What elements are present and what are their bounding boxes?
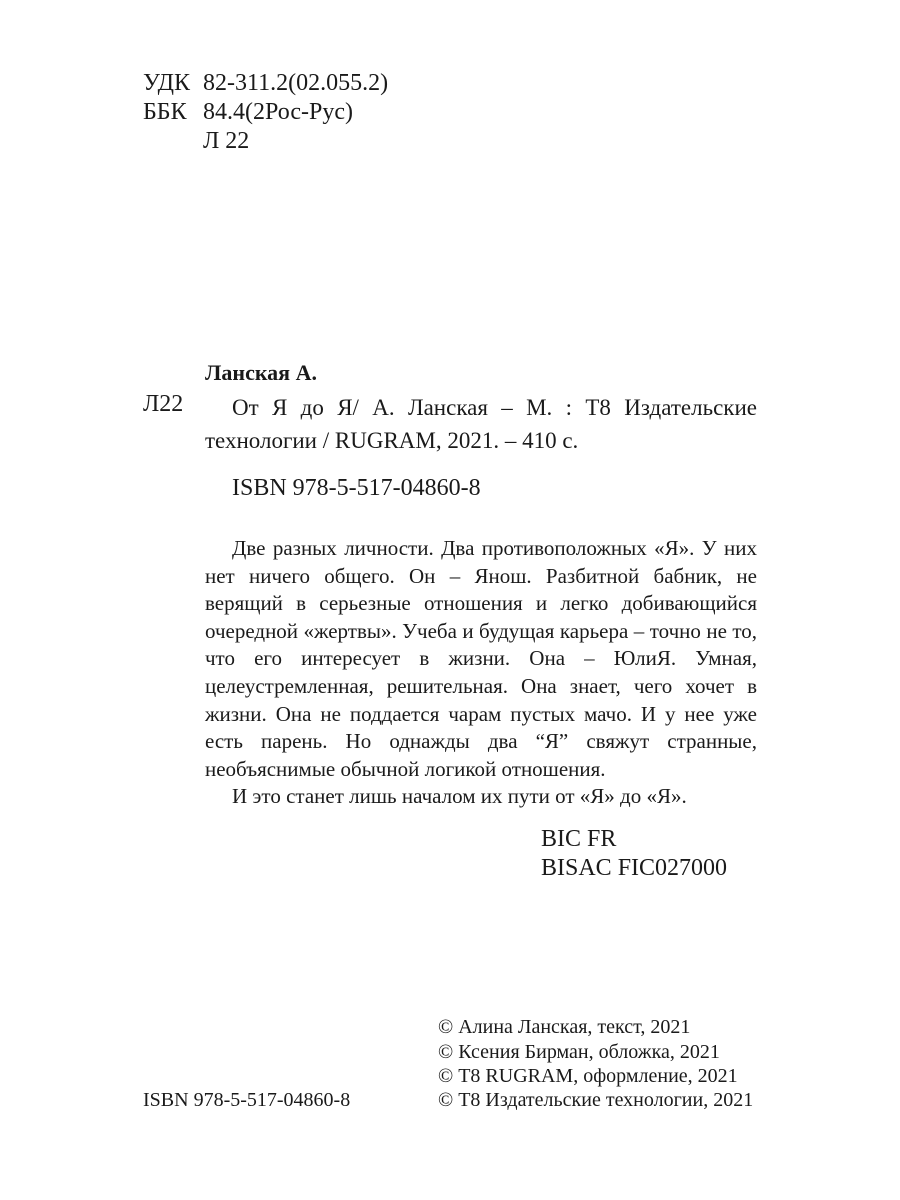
record-code: Л22 <box>143 391 184 417</box>
bbk-value: 84.4(2Рос-Рус) <box>203 99 353 125</box>
annotation-paragraph-2: И это станет лишь началом их пути от «Я» до «Я». <box>232 784 687 809</box>
isbn: ISBN 978-5-517-04860-8 <box>232 475 481 501</box>
bibliographic-description: От Я до Я/ А. Ланская – М. : Т8 Издательские технологии / RUGRAM, 2021. – 410 с. <box>205 395 757 453</box>
bisac-code: BISAC FIC027000 <box>541 855 728 881</box>
copyright-line: © Алина Ланская, текст, 2021 <box>438 1016 691 1038</box>
author-name: Ланская А. <box>205 360 317 385</box>
annotation <box>205 535 757 811</box>
copyright-line: © Ксения Бирман, обложка, 2021 <box>438 1041 720 1063</box>
bic-code: BIC FR <box>541 826 617 852</box>
copyright-line: © Т8 RUGRAM, оформление, 2021 <box>438 1065 738 1087</box>
isbn-bottom: ISBN 978-5-517-04860-8 <box>143 1089 351 1111</box>
annotation-paragraph-1: Две разных личности. Два противоположных «Я». У них нет ничего общего. Он – Янош. Разбитной бабник, не верящий в серьезные отношения и легко добивающийся очередной «жертвы». Учеба и будущая карьера – точно не то, что его интересует в жизни. Она – ЮлиЯ. Умная, целеустремленная, решительная. Она знает, чего хочет в жизни. Она не поддается чарам пустых мачо. И у нее уже есть парень. Но однажды два “Я” свяжут странные, необъяснимые обычной логикой отношения. <box>205 536 757 781</box>
bbk-label: ББК <box>143 99 187 125</box>
author-code: Л 22 <box>203 128 250 154</box>
udk-label: УДК <box>143 70 190 96</box>
udk-value: 82-311.2(02.055.2) <box>203 70 389 96</box>
copyright-line: © Т8 Издательские технологии, 2021 <box>438 1089 754 1111</box>
